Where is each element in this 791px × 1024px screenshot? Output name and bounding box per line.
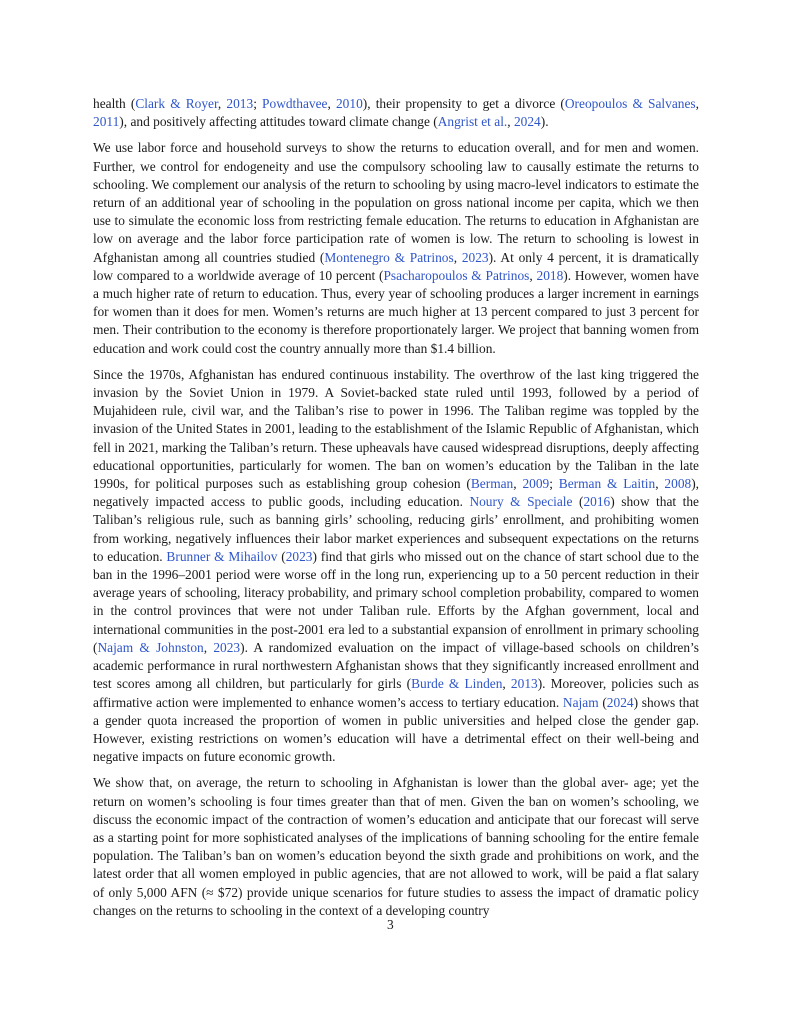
citation-link[interactable]: Oreopoulos & Salvanes	[564, 96, 696, 111]
citation-link[interactable]: 2023	[213, 639, 241, 655]
citation-link[interactable]: 2023	[285, 548, 313, 564]
citation-link[interactable]: 2018	[536, 267, 564, 283]
paper-body	[93, 95, 699, 928]
citation-link[interactable]: Psacharopoulos & Patrinos	[383, 267, 530, 283]
citation-link[interactable]: Angrist et al.	[437, 114, 508, 130]
citation-link[interactable]: 2009	[522, 476, 550, 492]
citation-link[interactable]: 2016	[583, 494, 611, 510]
citation-link[interactable]: Burde & Linden	[411, 676, 503, 692]
citation-link[interactable]: 2008	[664, 476, 692, 492]
citation-link[interactable]: Najam	[562, 694, 599, 710]
citation-link[interactable]: Powdthavee	[262, 96, 328, 111]
paragraph-1: health (Clark & Royer, 2013; Powdthavee, 2010), their propensity to get a divorce (Oreopoulos & Salvanes, 2011), and positively affecting attitudes toward climate change (Angrist et al., 2024).	[93, 96, 699, 130]
citation-link[interactable]: Berman & Laitin	[558, 476, 656, 492]
citation-link[interactable]: Berman	[470, 476, 514, 492]
citation-link[interactable]: 2013	[510, 676, 538, 692]
citation-link[interactable]: 2010	[335, 96, 363, 111]
citation-link[interactable]: Montenegro & Patrinos	[324, 249, 454, 265]
citation-link[interactable]: Brunner & Mihailov	[166, 548, 278, 564]
citation-link[interactable]: Najam & Johnston	[97, 639, 204, 655]
citation-link[interactable]: Clark & Royer	[135, 96, 218, 111]
citation-link[interactable]: Noury & Speciale	[469, 494, 573, 510]
paragraph-2: We use labor force and household surveys to show the returns to education overall, and for men and women. Further, we control for endogeneity and use the compulsory schooling law to causally estimate the returns to schooling. We complement our analysis of the return to schooling by using macro-level indicators to estimate the return of an additional year of schooling in the population on gross national income per capita, which we then use to simulate the economic loss from restricting female education. The returns to education in Afghanistan are low on average and the labor force participation rate of women is low. The return to schooling is lowest in Afghanistan among all countries studied (Montenegro & Patrinos, 2023). At only 4 percent, it is dramatically low compared to a worldwide average of 10 percent (Psacharopoulos & Patrinos, 2018). However, women have a much higher rate of return to education. Thus, every year of schooling produces a larger increment in earnings for women than it does for men. Women’s returns are much higher at 13 percent compared to just 3 percent for men. Their contribution to the economy is therefore proportionately larger. We project that banning women from education and work could cost the country annually more than $1.4 billion.	[93, 140, 700, 356]
citation-link[interactable]: 2023	[461, 249, 489, 265]
page-number: 3	[387, 917, 394, 932]
citation-link[interactable]: 2024	[606, 694, 634, 710]
paragraph-3: Since the 1970s, Afghanistan has endured continuous instability. The overthrow of the last king triggered the invasion by the Soviet Union in 1979. A Soviet-backed state ruled until 1993, followed by a period of Mujahideen rule, civil war, and the Taliban’s rise to power in 1996. The Taliban regime was toppled by the invasion of the United States in 2001, leading to the establishment of the Islamic Republic of Afghanistan, which fell in 2021, marking the Taliban’s return. These upheavals have caused widespread disruptions, deeply affecting educational opportunities, particularly for women. The ban on women’s education by the Taliban in the late 1990s, for political purposes such as establishing group cohesion (Berman, 2009; Berman & Laitin, 2008), negatively impacted access to public goods, including education. Noury & Speciale (2016) show that the Taliban’s religious rule, such as banning girls’ schooling, reducing girls’ enrollment, and prohibiting women from working, negatively influences their labor market experiences and subsequent expectations on the returns to education. Brunner & Mihailov (2023) find that girls who missed out on the chance of start school due to the ban in the 1996–2001 period were worse off in the long run, experiencing up to a 50 percent reduction in their average years of schooling, literacy probability, and primary school completion probability, compared to women in the control provinces that were not under Taliban rule. Efforts by the Afghan government, local and international communities in the post-2001 era led to a substantial expansion of enrollment in primary schooling (Najam & Johnston, 2023). A randomized evaluation on the impact of village-based schools on children’s academic performance in rural northwestern Afghanistan shows that they significantly increased enrollment and test scores among all children, but particularly for girls (Burde & Linden, 2013). Moreover, policies such as affirmative action were implemented to enhance women’s access to tertiary education. Najam (2024) shows that a gender quota increased the proportion of women in public universities and helped close the gender gap. However, existing restrictions on women’s education will have a detrimental effect on their well-being and negative impacts on future economic growth.	[93, 366, 700, 765]
citation-link[interactable]: 2024	[513, 114, 541, 130]
citation-link[interactable]: 2013	[226, 96, 254, 111]
citation-link[interactable]: 2011	[93, 114, 120, 130]
paragraph-4: We show that, on average, the return to schooling in Afghanistan is lower than the global aver- age; yet the return on women’s schooling is four times greater than that of men. Given the ban on women’s schooling, we discuss the economic impact of the contraction of women’s education and anticipate that our forecast will serve as a starting point for more sophisticated analyses of the implications of banning schooling for the entire female population. The Taliban’s ban on women’s education beyond the sixth grade and prohibitions on work, and the latest order that all women employed in public agencies, that are not allowed to work, will be paid a flat salary of only 5,000 AFN (≈ $72) provide unique scenarios for future studies to assess the impact of dramatic policy changes on the returns to schooling in the context of a developing country	[93, 775, 699, 918]
